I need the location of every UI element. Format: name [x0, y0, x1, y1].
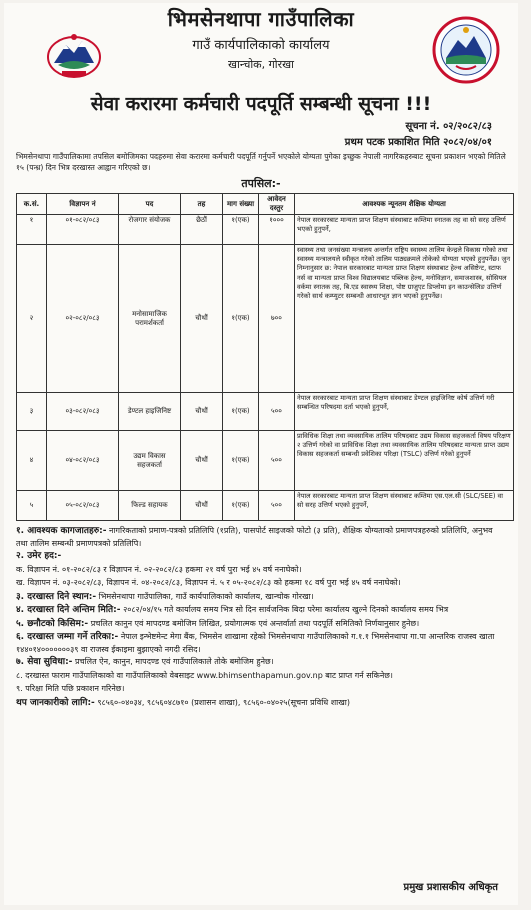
cell-level: चौथौं	[181, 491, 223, 521]
header	[4, 3, 518, 87]
table-row	[17, 431, 514, 491]
note-age-a: क. विज्ञापन नं. ०१-२०८२/८३ र विज्ञापन नं. ०२-२०८२/८३ हकमा २१ वर्ष पुरा भई ४५ वर्ष ननाघेको।	[16, 564, 302, 574]
vacancy-table	[16, 193, 514, 521]
note-age-limit: २. उमेर हद:-	[16, 551, 62, 561]
cell-qualification: नेपाल सरकारबाट मान्यता प्राप्त शिक्षण संस्थाबाट कम्तिमा स्नातक तह वा सो सरह उत्तिर्ण भएको हुनुपर्ने,	[295, 215, 514, 245]
cell-level: चौथौं	[181, 431, 223, 491]
cell-sn: ३	[17, 393, 47, 431]
col-header: पद	[119, 194, 181, 215]
notice-intro: भिमसेनथापा गाउँपालिकामा तपसिल बमोजिमका पदहरुमा सेवा करारमा कर्मचारी पदपूर्ति गर्नुपर्ने भएकोले योग्यता पुगेका इच्छुक नेपाली नागरिकहरुबाट सूचना प्रकाशन भएको मितिले १५ (पन्ध्र) दिन भित्र दरखास्त आह्वान गरिएको छ।	[16, 152, 506, 172]
notice-ref: सूचना नं. ०२/२०८२/८३	[405, 121, 492, 132]
col-header: माग संख्या	[223, 194, 259, 215]
table-row	[17, 245, 514, 393]
cell-count: १(एक)	[223, 431, 259, 491]
cell-fee: ७००	[259, 245, 295, 393]
cell-ad-no: ०१-०८२/०८३	[47, 215, 119, 245]
note-age-b: ख. विज्ञापन नं. ०३-२०८२/८३, विज्ञापन नं. ०४-२०८२/८३, विज्ञापन नं. ५ र ०५-२०८२/८३ को हकमा १८ वर्ष पुरा भई ४५ वर्ष ननाघेको।	[16, 578, 401, 587]
table-header-row	[17, 194, 514, 215]
col-header: आवेदन दस्तुर	[259, 194, 295, 215]
cell-count: १(एक)	[223, 245, 259, 393]
cell-ad-no: ०२-०८२/०८३	[47, 245, 119, 393]
cell-level: चौथौं	[181, 245, 223, 393]
notice-published-date: प्रथम पटक प्रकाशित मिति २०८२/०४/०१	[344, 137, 492, 148]
note-form: ८. दरखास्त फाराम गाउँपालिकाको वा गाउँपालिकाको वेबसाइट www.bhimsenthapamun.gov.np बाट प्राप्त गर्न सकिनेछ।	[16, 670, 393, 680]
note-selection: ५. छनौटको किसिम:- प्रचलित कानुन एवं मापदण्ड बमोजिम लिखित, प्रयोगात्मक एवं अन्तर्वार्ता तथा पदपूर्ति समितिको निर्णयानुसार हुनेछ।	[16, 618, 420, 629]
notice-title: सेवा करारमा कर्मचारी पदपूर्ति सम्बन्धी सूचना !!!	[90, 93, 432, 115]
cell-fee: ५००	[259, 491, 295, 521]
cell-sn: २	[17, 245, 47, 393]
cell-qualification: प्राविधिक शिक्षा तथा व्यवसायिक तालिम परिषदबाट उद्यम विकास सहजकर्ता विषय परिक्षण २ उत्तिर्ण गरेको वा प्राविधिक शिक्षा तथा व्यवसायिक तालिम परिषदबाट मान्यता प्राप्त उद्यम विकास सहजकर्ता सम्बन्धी प्रवेशिका परिक्षा (TSLC) उत्तिर्ण गरेको हुनुपर्ने	[295, 431, 514, 491]
cell-fee: ५००	[259, 431, 295, 491]
cell-level: छैठौं	[181, 215, 223, 245]
note-exam-date: ९. परिक्षा मिति पछि प्रकाशन गरिनेछ।	[16, 684, 125, 693]
signature-title: प्रमुख प्रशासकीय अधिकृत	[403, 882, 498, 893]
cell-qualification: नेपाल सरकारबाट मान्यता प्राप्त शिक्षण संस्थाबाट कम्तिमा एस.एल.सी (SLC/SEE) वा सो सरह उत्तिर्ण भएको हुनुपर्ने,	[295, 491, 514, 521]
cell-count: १(एक)	[223, 393, 259, 431]
cell-qualification: स्वास्थ्य तथा जनसंख्या मन्त्रालय अन्तर्गत राष्ट्रिय स्वास्थ्य तालिम केन्द्रले विकास गरेको तथा स्वास्थ्य मन्त्रालयले स्वीकृत गरेको तालिम पाठ्यक्रमले तोकेको योग्यता भएको हुनुपर्नेछ। जुन निम्नानुसार छ: नेपाल सरकारबाट मान्यता प्राप्त शिक्षण संस्थाबाट हेल्थ असिष्टेन्ट, स्टाफ नर्स वा मान्यता प्राप्त विश्व विद्यालयबाट पब्लिक हेल्थ, मनोविज्ञान, समाजशास्त्र, सोसियल वर्कमा स्नातक तह, बि.एड स्वास्थ्य शिक्षा, पोष्ट ग्राजुएट डिप्लोमा इन काउन्सेलिङ उत्तिर्ण गरेको सार्थ कम्प्युटर सम्बन्धी आधारभूत ज्ञान भएको हुनुपर्नेछ।	[295, 245, 514, 393]
cell-ad-no: ०३-०८२/०८३	[47, 393, 119, 431]
cell-count: १(एक)	[223, 215, 259, 245]
cell-level: चौथौं	[181, 393, 223, 431]
note-payment: ६. दरखास्त जम्मा गर्ने तरिका:- नेपाल इन्भेष्टमेन्ट मेगा बैंक, भिमसेन शाखामा रहेको भिमसेनथापा गाउँपालिकाको ग.१.१ भिमसेनथापा गा.पा आन्तरिक राजस्व खाता १४४०१४०००००००३९ वा राजस्व ईकाइमा बुझाएको नगदी रसिद।	[16, 632, 495, 654]
note-contact: थप जानकारीको लागि:- ९८५६०-०४०३४, ९८५६०४८७१० (प्रशासन शाखा), ९८५६०-०४०२५(सूचना प्रविधि शाखा)	[16, 697, 350, 708]
note-documents: १. आवश्यक कागजातहरु:- नागरिकताको प्रमाण-पत्रको प्रतिलिपि (१प्रति), पासपोर्ट साइजको फोटो (३ प्रति), शैक्षिक योग्यताको प्रमाणपत्रहरुको प्रतिलिपि, अनुभव तथा तालिम सम्बन्धी प्रमाणपत्रको प्रतिलिपि।	[16, 526, 493, 548]
note-deadline: ४. दरखास्त दिने अन्तिम मिति:- २०८२/०४/१५ गते कार्यालय समय भित्र सो दिन सार्वजनिक बिदा परेमा कार्यालय खुल्ने दिनको कार्यालय समय भित्र	[16, 605, 449, 615]
cell-post: मनोसामाजिक परामर्शकर्ता	[119, 245, 181, 393]
cell-fee: १०००	[259, 215, 295, 245]
cell-sn: ४	[17, 431, 47, 491]
cell-post: उद्यम विकास सहजकर्ता	[119, 431, 181, 491]
cell-ad-no: ०४-०८२/०८३	[47, 431, 119, 491]
table-row	[17, 491, 514, 521]
col-header: आवश्यक न्यूनतम शैक्षिक योग्यता	[295, 194, 514, 215]
notice-page	[4, 3, 518, 905]
cell-post: रोजगार संयोजक	[119, 215, 181, 245]
table-row	[17, 215, 514, 245]
municipality-title: भिमसेनथापा गाउँपालिका	[167, 7, 355, 31]
note-benefits: ७. सेवा सुविधा:- प्रचलित ऐन, कानुन, मापदण्ड एवं गाउँपालिकाले तोके बमोजिम हुनेछ।	[16, 657, 274, 667]
cell-fee: ५००	[259, 393, 295, 431]
cell-post: फिल्ड सहायक	[119, 491, 181, 521]
cell-post: डेण्टल हाइजिनिष्ट	[119, 393, 181, 431]
municipality-seal-icon	[432, 16, 500, 84]
cell-sn: १	[17, 215, 47, 245]
office-subtitle: गाउँ कार्यपालिकाको कार्यालय	[192, 38, 330, 53]
col-header: क.सं.	[17, 194, 47, 215]
cell-qualification: नेपाल सरकारबाट मान्यता प्राप्त शिक्षण संस्थाबाट डेण्टल हाइजिनिष्ट कोर्ष उत्तिर्ण गरी सम्बन्धित परिषदमा दर्ता भएको हुनुपर्ने,	[295, 393, 514, 431]
cell-count: १(एक)	[223, 491, 259, 521]
notes-section	[4, 521, 518, 709]
tapsil-heading: तपसिल:-	[241, 177, 281, 190]
note-place: ३. दरखास्त दिने स्थान:- भिमसेनथापा गाउँपालिका, गाउँ कार्यपालिकाको कार्यालय, खान्चोक गोरखा।	[16, 591, 314, 602]
table-row	[17, 393, 514, 431]
cell-sn: ५	[17, 491, 47, 521]
col-header: विज्ञापन नं	[47, 194, 119, 215]
office-address: खान्चोक, गोरखा	[227, 58, 294, 71]
col-header: तह	[181, 194, 223, 215]
cell-ad-no: ०५-०८२/०८३	[47, 491, 119, 521]
